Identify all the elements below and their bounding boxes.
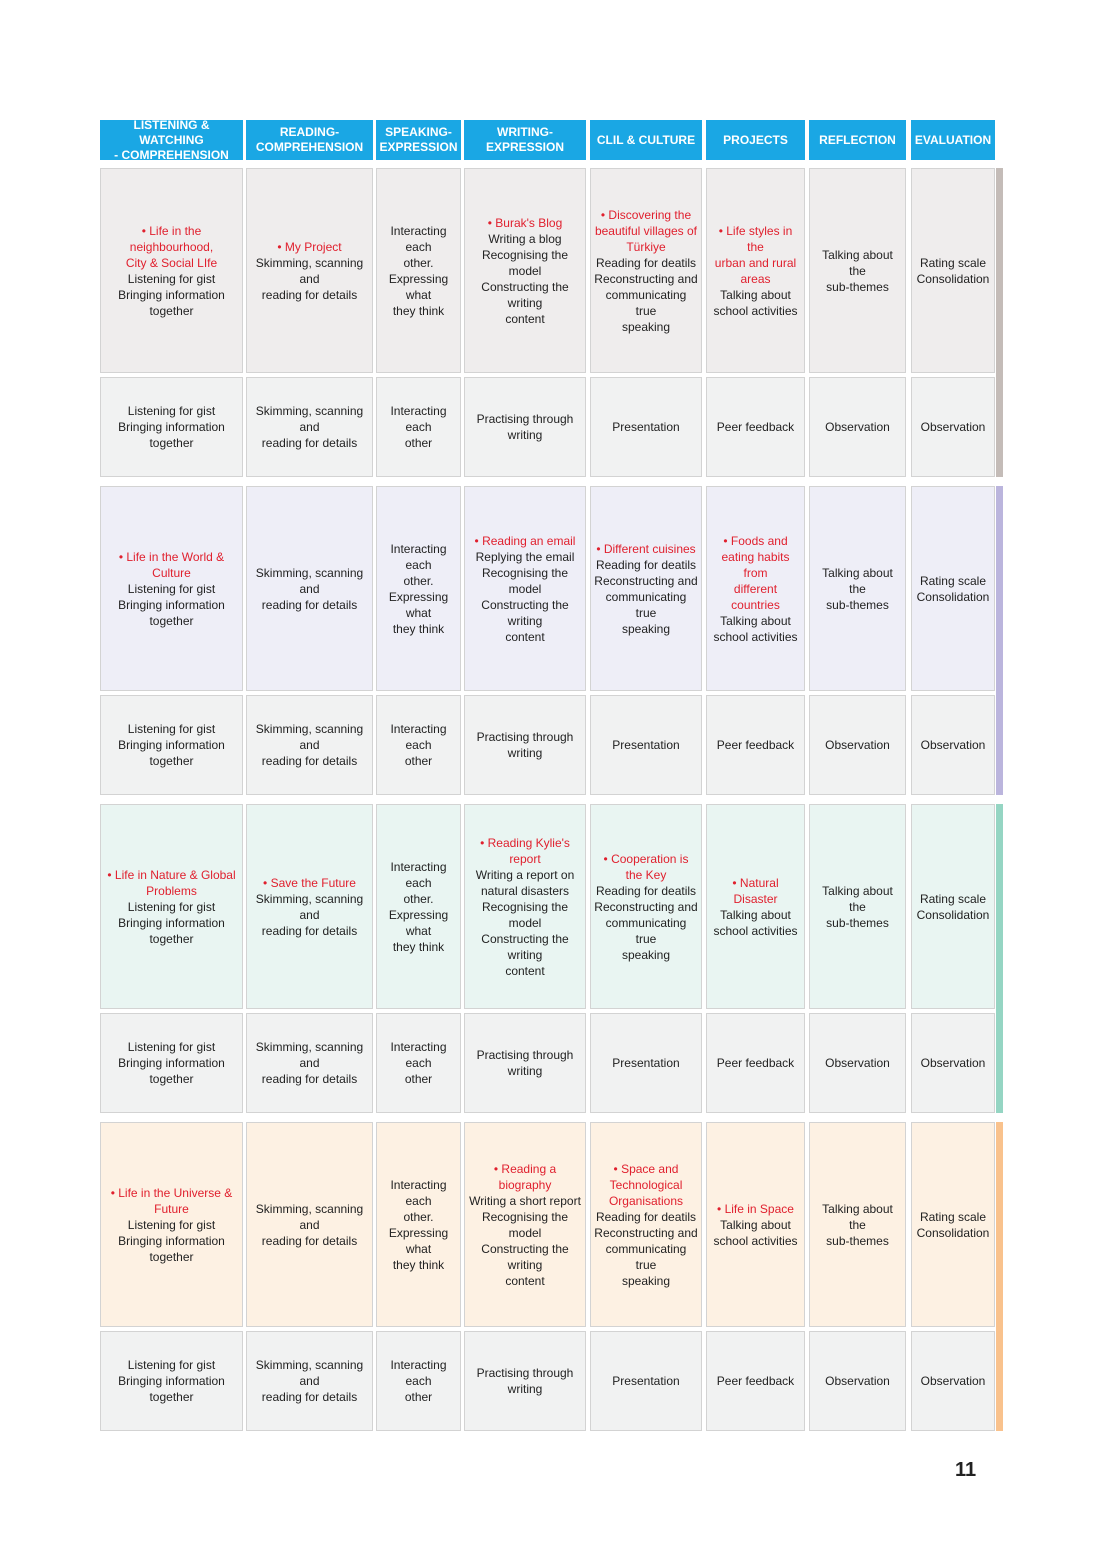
cell-text: Consolidation	[916, 907, 990, 922]
topic-title: • Natural Disaster	[732, 875, 779, 906]
cell-text: Expressing what	[388, 907, 449, 938]
cell-text: content	[505, 1273, 545, 1288]
section-3-writing-cell	[464, 804, 586, 1009]
section-3-listening-assessment-cell	[100, 1013, 243, 1113]
cell-text: content	[505, 629, 545, 644]
topic-title: eating habits from	[721, 549, 790, 580]
cell-text: Constructing the writing	[481, 597, 569, 628]
topic-title: City & Social LIfe	[125, 255, 218, 270]
cell-text: Observation	[825, 420, 890, 434]
section-2-clil-cell	[590, 486, 702, 691]
topic-title: • Burak's Blog	[487, 215, 563, 230]
topic-title: different countries	[731, 581, 780, 612]
section-1-evaluation-cell	[911, 168, 995, 373]
cell-text: Peer feedback	[716, 1056, 795, 1070]
cell-text: Rating scale	[919, 891, 987, 906]
section-4-reflection-cell	[809, 1122, 906, 1327]
section-3-clil-cell	[590, 804, 702, 1009]
cell-text: together	[149, 931, 194, 946]
cell-text: content	[505, 963, 545, 978]
topic-title: beautiful villages of	[594, 223, 698, 238]
cell-text: Peer feedback	[716, 1374, 795, 1388]
cell-text: Bringing information	[118, 738, 225, 752]
cell-text: Talking about the	[822, 1201, 893, 1232]
cell-text: Bringing information	[118, 1374, 225, 1388]
section-1-projects-cell	[706, 168, 805, 373]
cell-text: Talking about	[720, 1217, 791, 1232]
cell-text: Interacting each	[390, 722, 447, 752]
section-2-evaluation-cell	[911, 486, 995, 691]
topic-title: • Reading a biography	[493, 1161, 557, 1192]
cell-text: Reconstructing and	[594, 573, 698, 588]
cell-text: Listening for gist	[127, 722, 216, 736]
cell-text: Interacting each	[390, 404, 447, 434]
cell-text: Peer feedback	[716, 738, 795, 752]
cell-text: Skimming, scanning and	[255, 891, 364, 922]
cell-text: communicating true	[605, 915, 687, 946]
cell-text: Reading for deatils	[595, 1209, 697, 1224]
cell-text: Practising through	[476, 1366, 574, 1380]
cell-text: Skimming, scanning and	[255, 255, 364, 286]
section-2-reading-assessment-cell	[246, 695, 373, 795]
cell-text: content	[505, 311, 545, 326]
cell-text: together	[149, 436, 194, 450]
cell-text: Recognising the model	[481, 247, 569, 278]
cell-text: Bringing information	[118, 1056, 225, 1070]
cell-text: Bringing information	[118, 420, 225, 434]
section-3-writing-assessment-cell	[464, 1013, 586, 1113]
cell-text: other.	[403, 891, 434, 906]
cell-text: speaking	[621, 1273, 671, 1288]
cell-text: Bringing information	[118, 1233, 225, 1248]
cell-text: Skimming, scanning and	[255, 1358, 364, 1388]
topic-title: • Different cuisines	[596, 541, 696, 556]
cell-text: Listening for gist	[127, 899, 216, 914]
cell-text: Skimming, scanning and	[255, 1040, 364, 1070]
topic-title: • Life in Space	[717, 1201, 794, 1216]
cell-text: other	[404, 754, 433, 768]
cell-text: sub-themes	[826, 279, 889, 294]
section-4-clil-cell	[590, 1122, 702, 1327]
cell-text: reading for details	[261, 1072, 358, 1086]
cell-text: together	[149, 613, 194, 628]
cell-text: Listening for gist	[127, 404, 216, 418]
cell-text: speaking	[621, 621, 671, 636]
cell-text: Bringing information	[118, 287, 225, 302]
section-1-listening-assessment-cell	[100, 377, 243, 477]
section-4-reading-assessment-cell	[246, 1331, 373, 1431]
cell-text: Skimming, scanning and	[255, 565, 364, 596]
section-2-listening-cell	[100, 486, 243, 691]
cell-text: Talking about the	[822, 247, 893, 278]
section-2-projects-assessment-cell	[706, 695, 805, 795]
section-1-evaluation-assessment-cell	[911, 377, 995, 477]
section-3-color-bar	[996, 804, 1003, 1113]
section-4-projects-cell	[706, 1122, 805, 1327]
header-reading: READING- COMPREHENSION	[246, 120, 373, 160]
section-1-speaking-assessment-cell	[376, 377, 461, 477]
section-3-projects-assessment-cell	[706, 1013, 805, 1113]
cell-text: writing	[507, 1382, 543, 1396]
section-4-projects-assessment-cell	[706, 1331, 805, 1431]
topic-title: Türkiye	[626, 239, 666, 254]
cell-text: Skimming, scanning and	[255, 722, 364, 752]
section-4-clil-assessment-cell	[590, 1331, 702, 1431]
cell-text: sub-themes	[826, 1233, 889, 1248]
cell-text: Observation	[920, 420, 986, 434]
cell-text: natural disasters	[480, 883, 570, 898]
section-1-reading-assessment-cell	[246, 377, 373, 477]
section-2-writing-cell	[464, 486, 586, 691]
cell-text: reading for details	[261, 1390, 358, 1404]
section-2-speaking-cell	[376, 486, 461, 691]
cell-text: they think	[392, 939, 445, 954]
cell-text: Replying the email	[475, 549, 575, 564]
section-4-writing-cell	[464, 1122, 586, 1327]
cell-text: Interacting each	[390, 541, 447, 572]
cell-text: Talking about the	[822, 565, 893, 596]
section-3-speaking-assessment-cell	[376, 1013, 461, 1113]
cell-text: speaking	[621, 947, 671, 962]
header-clil: CLIL & CULTURE	[590, 120, 702, 160]
section-4-reading-cell	[246, 1122, 373, 1327]
topic-title: Future	[154, 1201, 189, 1216]
section-3-clil-assessment-cell	[590, 1013, 702, 1113]
topic-title: Problems	[146, 883, 197, 898]
cell-text: Listening for gist	[127, 1358, 216, 1372]
cell-text: Observation	[920, 1374, 986, 1388]
section-3-evaluation-assessment-cell	[911, 1013, 995, 1113]
cell-text: Recognising the model	[481, 565, 569, 596]
cell-text: Constructing the writing	[481, 931, 569, 962]
header-writing: WRITING- EXPRESSION	[464, 120, 586, 160]
section-2-writing-assessment-cell	[464, 695, 586, 795]
cell-text: reading for details	[261, 287, 358, 302]
cell-text: school activities	[713, 629, 798, 644]
cell-text: Expressing what	[388, 271, 449, 302]
cell-text: Reading for deatils	[595, 883, 697, 898]
section-3-reflection-cell	[809, 804, 906, 1009]
cell-text: together	[149, 303, 194, 318]
cell-text: writing	[507, 746, 543, 760]
cell-text: Listening for gist	[127, 1217, 216, 1232]
section-3-listening-cell	[100, 804, 243, 1009]
section-3-evaluation-cell	[911, 804, 995, 1009]
cell-text: school activities	[713, 1233, 798, 1248]
topic-title: • Reading Kylie's report	[480, 835, 570, 866]
header-evaluation: EVALUATION	[911, 120, 995, 160]
section-1-listening-cell	[100, 168, 243, 373]
section-1-clil-assessment-cell	[590, 377, 702, 477]
topic-title: • Life styles in the	[718, 223, 793, 254]
cell-text: Listening for gist	[127, 1040, 216, 1054]
topic-title: • Life in Nature & Global	[107, 867, 236, 882]
cell-text: Interacting each	[390, 1177, 447, 1208]
cell-text: they think	[392, 303, 445, 318]
cell-text: Talking about	[720, 907, 791, 922]
cell-text: Talking about	[720, 613, 791, 628]
cell-text: writing	[507, 1064, 543, 1078]
cell-text: Consolidation	[916, 1225, 990, 1240]
topic-title: • Save the Future	[263, 875, 356, 890]
section-1-clil-cell	[590, 168, 702, 373]
cell-text: Writing a blog	[488, 231, 562, 246]
section-2-evaluation-assessment-cell	[911, 695, 995, 795]
topic-title: urban and rural	[714, 255, 797, 270]
topic-title: Organisations	[608, 1193, 684, 1208]
cell-text: Listening for gist	[127, 271, 216, 286]
topic-title: • My Project	[277, 239, 342, 254]
cell-text: Listening for gist	[127, 581, 216, 596]
cell-text: Interacting each	[390, 1358, 447, 1388]
cell-text: school activities	[713, 303, 798, 318]
header-listening: LISTENING & WATCHING - COMPREHENSION	[100, 120, 243, 160]
section-3-speaking-cell	[376, 804, 461, 1009]
section-2-reading-cell	[246, 486, 373, 691]
cell-text: Observation	[920, 1056, 986, 1070]
cell-text: Presentation	[612, 1056, 680, 1070]
section-1-writing-cell	[464, 168, 586, 373]
section-2-reflection-cell	[809, 486, 906, 691]
cell-text: Presentation	[612, 1374, 680, 1388]
section-3-reflection-assessment-cell	[809, 1013, 906, 1113]
cell-text: Expressing what	[388, 1225, 449, 1256]
cell-text: together	[149, 754, 194, 768]
cell-text: other.	[403, 255, 434, 270]
cell-text: reading for details	[261, 1233, 358, 1248]
cell-text: they think	[392, 1257, 445, 1272]
section-2-projects-cell	[706, 486, 805, 691]
cell-text: Skimming, scanning and	[255, 404, 364, 434]
cell-text: Skimming, scanning and	[255, 1201, 364, 1232]
cell-text: sub-themes	[826, 597, 889, 612]
header-reflection: REFLECTION	[809, 120, 906, 160]
cell-text: together	[149, 1249, 194, 1264]
cell-text: Presentation	[612, 420, 680, 434]
cell-text: Reading for deatils	[595, 255, 697, 270]
cell-text: Observation	[825, 1374, 890, 1388]
cell-text: reading for details	[261, 923, 358, 938]
cell-text: communicating true	[605, 589, 687, 620]
cell-text: Interacting each	[390, 859, 447, 890]
cell-text: Writing a short report	[469, 1193, 581, 1208]
topic-title: • Life in the World & Culture	[118, 549, 225, 580]
section-4-speaking-assessment-cell	[376, 1331, 461, 1431]
topic-title: Technological	[609, 1177, 683, 1192]
cell-text: other	[404, 1390, 433, 1404]
cell-text: Recognising the model	[481, 899, 569, 930]
section-4-reflection-assessment-cell	[809, 1331, 906, 1431]
section-4-listening-cell	[100, 1122, 243, 1327]
cell-text: Practising through	[476, 412, 574, 426]
topic-title: • Cooperation is	[603, 851, 689, 866]
cell-text: Bringing information	[118, 597, 225, 612]
cell-text: Talking about the	[822, 883, 893, 914]
cell-text: Observation	[920, 738, 986, 752]
section-4-color-bar	[996, 1122, 1003, 1431]
cell-text: writing	[507, 428, 543, 442]
header-projects: PROJECTS	[706, 120, 805, 160]
cell-text: Presentation	[612, 738, 680, 752]
cell-text: Interacting each	[390, 223, 447, 254]
cell-text: other.	[403, 573, 434, 588]
cell-text: Interacting each	[390, 1040, 447, 1070]
cell-text: Rating scale	[919, 1209, 987, 1224]
section-3-reading-assessment-cell	[246, 1013, 373, 1113]
cell-text: Reading for deatils	[595, 557, 697, 572]
section-1-reflection-cell	[809, 168, 906, 373]
cell-text: Recognising the model	[481, 1209, 569, 1240]
section-3-reading-cell	[246, 804, 373, 1009]
cell-text: they think	[392, 621, 445, 636]
cell-text: Writing a report on	[475, 867, 575, 882]
cell-text: Constructing the writing	[481, 1241, 569, 1272]
section-1-projects-assessment-cell	[706, 377, 805, 477]
cell-text: speaking	[621, 319, 671, 334]
cell-text: Observation	[825, 1056, 890, 1070]
cell-text: Rating scale	[919, 573, 987, 588]
cell-text: Constructing the writing	[481, 279, 569, 310]
cell-text: Reconstructing and	[594, 271, 698, 286]
section-2-reflection-assessment-cell	[809, 695, 906, 795]
cell-text: reading for details	[261, 597, 358, 612]
section-4-speaking-cell	[376, 1122, 461, 1327]
cell-text: communicating true	[605, 1241, 687, 1272]
cell-text: other	[404, 1072, 433, 1086]
cell-text: other	[404, 436, 433, 450]
cell-text: other.	[403, 1209, 434, 1224]
header-speaking: SPEAKING- EXPRESSION	[376, 120, 461, 160]
topic-title: • Life in the Universe &	[110, 1185, 233, 1200]
topic-title: • Discovering the	[600, 207, 692, 222]
section-4-evaluation-cell	[911, 1122, 995, 1327]
cell-text: Reconstructing and	[594, 899, 698, 914]
topic-title: areas	[740, 271, 771, 286]
section-2-clil-assessment-cell	[590, 695, 702, 795]
section-1-speaking-cell	[376, 168, 461, 373]
cell-text: together	[149, 1072, 194, 1086]
topic-title: the Key	[625, 867, 667, 882]
topic-title: • Foods and	[723, 533, 788, 548]
topic-title: • Space and	[613, 1161, 679, 1176]
cell-text: Talking about	[720, 287, 791, 302]
cell-text: Observation	[825, 738, 890, 752]
cell-text: Bringing information	[118, 915, 225, 930]
section-1-writing-assessment-cell	[464, 377, 586, 477]
section-4-writing-assessment-cell	[464, 1331, 586, 1431]
cell-text: Rating scale	[919, 255, 987, 270]
cell-text: school activities	[713, 923, 798, 938]
cell-text: reading for details	[261, 754, 358, 768]
section-3-projects-cell	[706, 804, 805, 1009]
cell-text: Practising through	[476, 730, 574, 744]
cell-text: sub-themes	[826, 915, 889, 930]
topic-title: • Reading an email	[474, 533, 576, 548]
cell-text: communicating true	[605, 287, 687, 318]
section-2-color-bar	[996, 486, 1003, 795]
cell-text: reading for details	[261, 436, 358, 450]
section-4-evaluation-assessment-cell	[911, 1331, 995, 1431]
cell-text: together	[149, 1390, 194, 1404]
section-4-listening-assessment-cell	[100, 1331, 243, 1431]
section-1-reflection-assessment-cell	[809, 377, 906, 477]
cell-text: Peer feedback	[716, 420, 795, 434]
topic-title: • Life in the neighbourhood,	[129, 223, 214, 254]
cell-text: Consolidation	[916, 271, 990, 286]
cell-text: Reconstructing and	[594, 1225, 698, 1240]
page-number: 11	[955, 1459, 977, 1481]
section-1-reading-cell	[246, 168, 373, 373]
section-2-speaking-assessment-cell	[376, 695, 461, 795]
section-2-listening-assessment-cell	[100, 695, 243, 795]
cell-text: Practising through	[476, 1048, 574, 1062]
cell-text: Expressing what	[388, 589, 449, 620]
section-1-color-bar	[996, 168, 1003, 477]
cell-text: Consolidation	[916, 589, 990, 604]
